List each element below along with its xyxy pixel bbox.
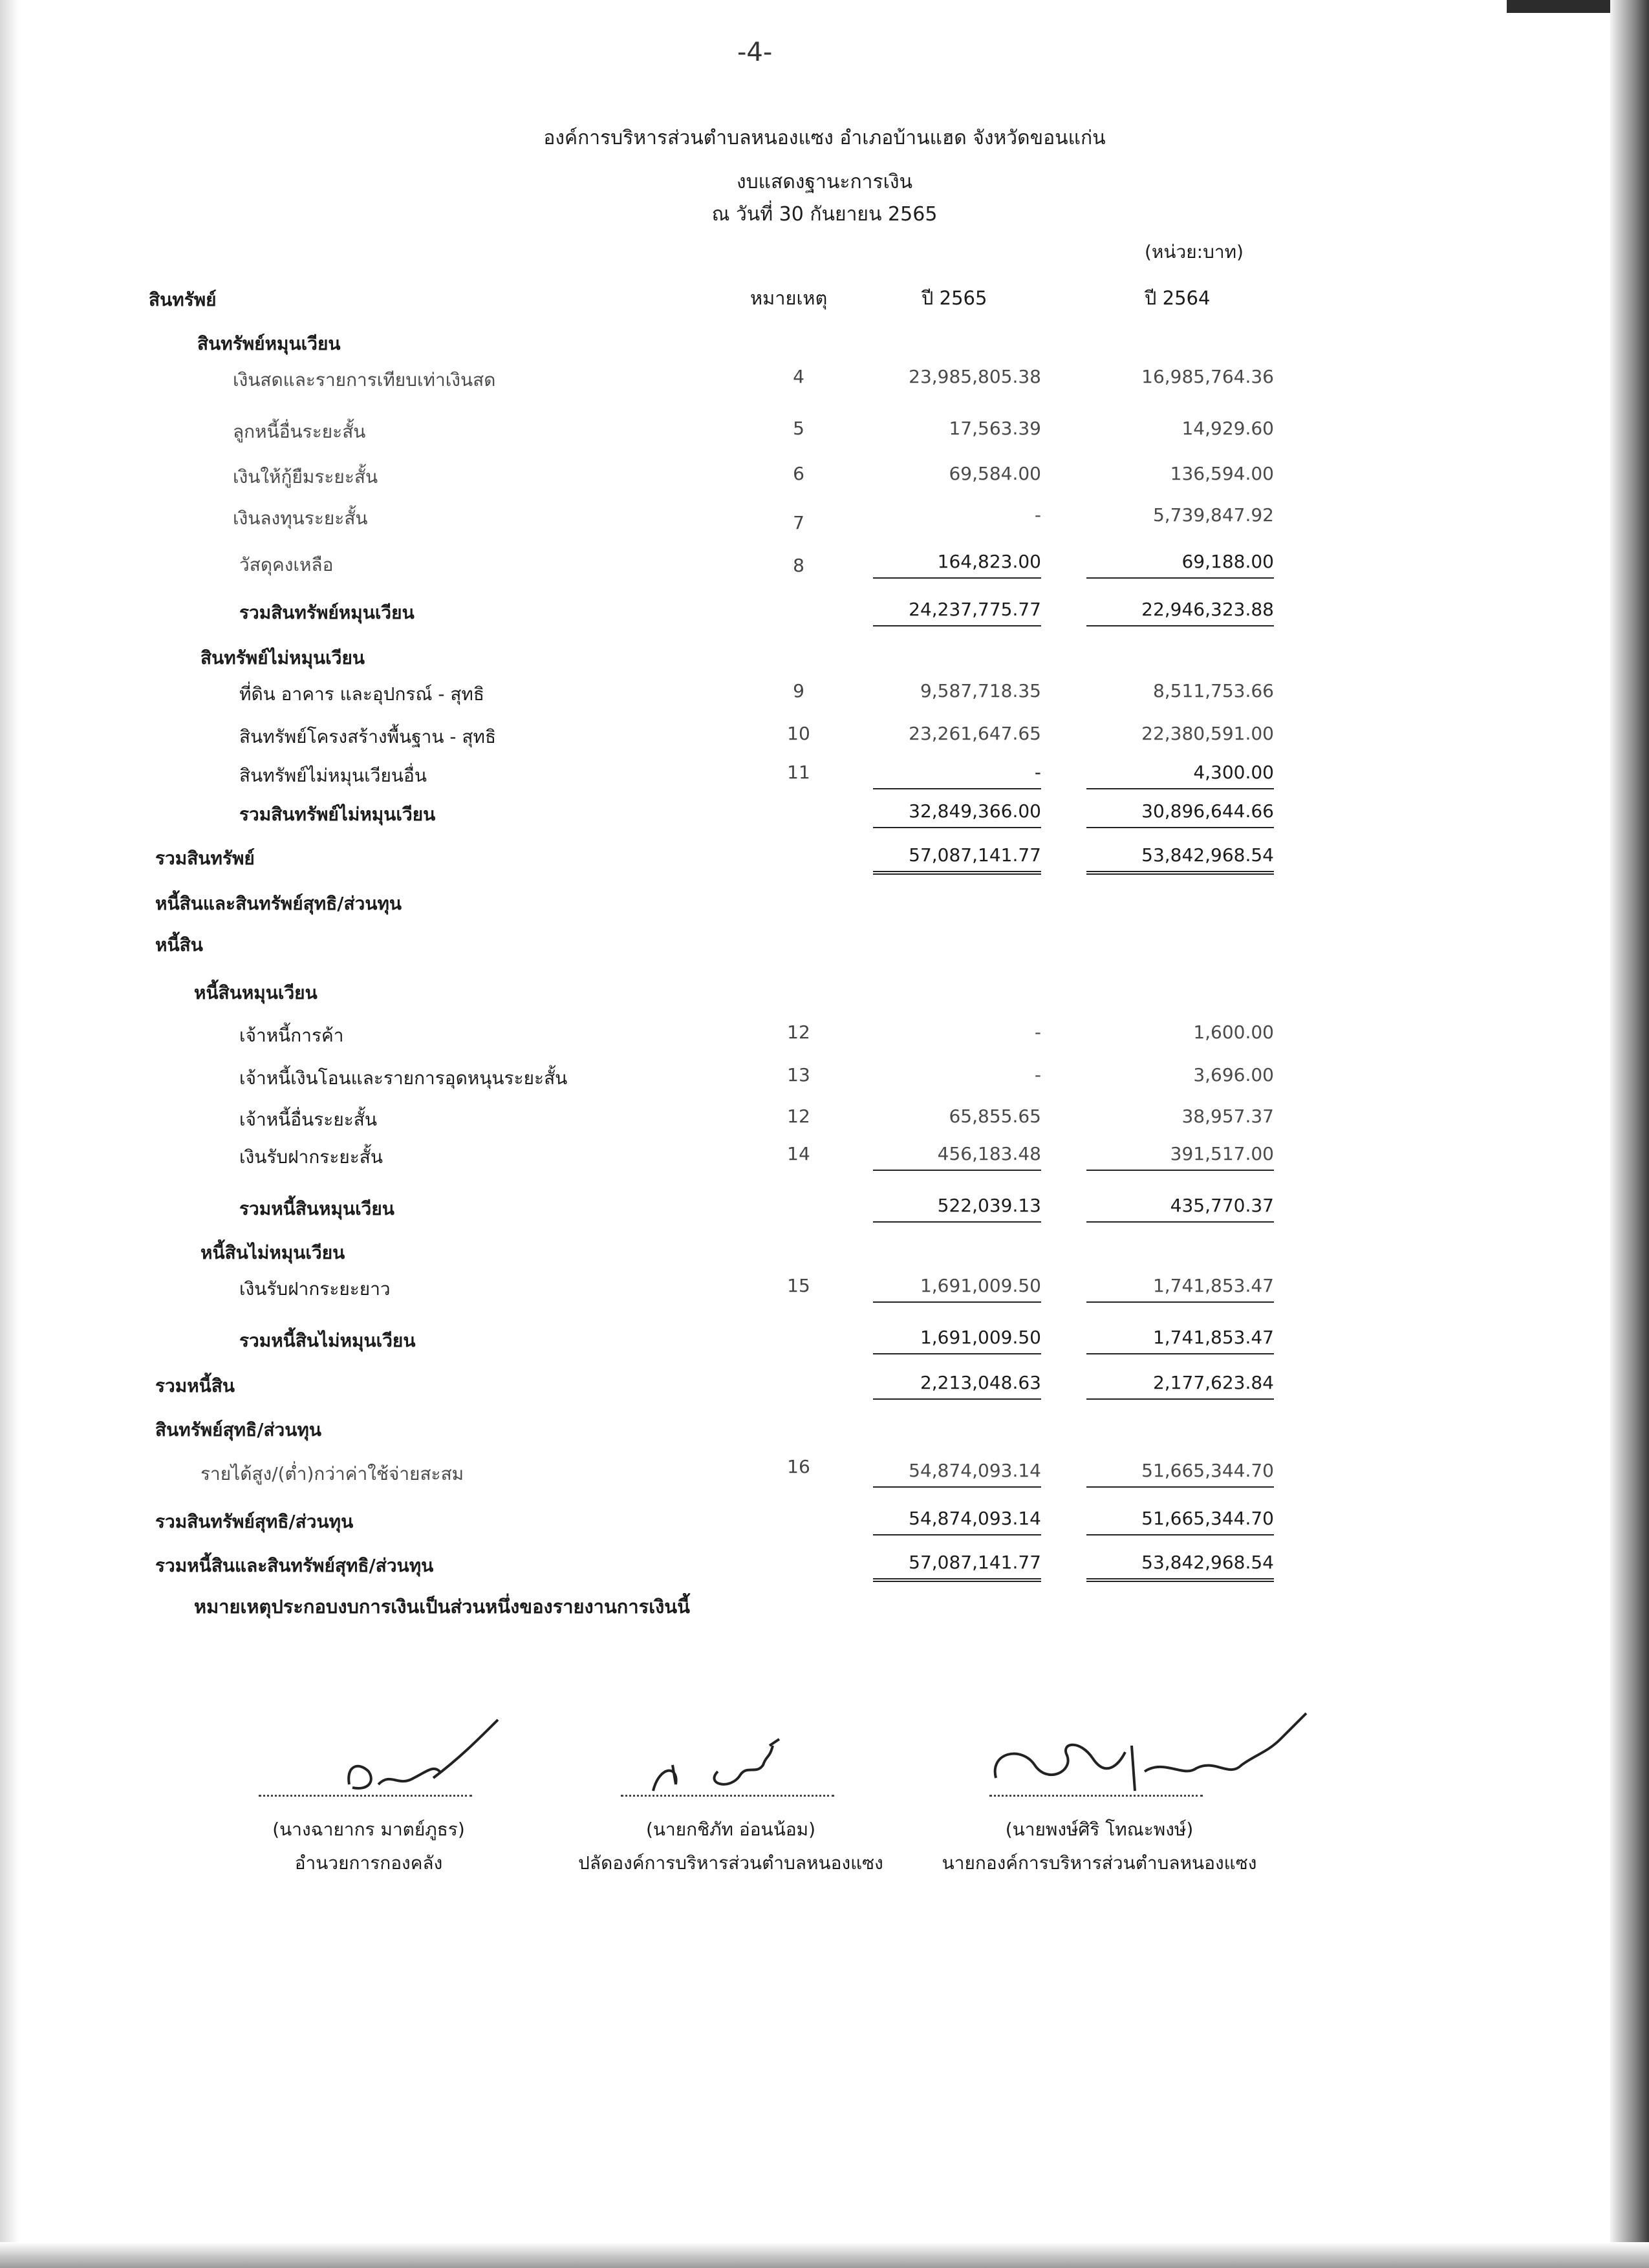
table-row [0,1416,1649,1446]
row-value-2565: 9,587,718.35 [920,680,1041,701]
row-value-2564: 2,177,623.84 [1086,1372,1274,1400]
row-value-2564: 1,600.00 [1193,1022,1274,1043]
row-note: 16 [787,1456,810,1477]
row-value-2564: 4,300.00 [1086,762,1274,789]
signatory-2-title: ปลัดองค์การบริหารส่วนตำบลหนองแซง [578,1852,883,1874]
signatory-2-name: (นายกชิภัท อ่อนน้อม) [645,1819,816,1840]
row-value-2565: - [1034,1022,1041,1043]
signatory-1-name: (นางฉายากร มาตย์ภูธร) [272,1819,465,1840]
row-value-2565: 23,985,805.38 [909,366,1041,387]
row-label: เงินรับฝากระยะยาว [239,1278,391,1300]
row-label: เงินลงทุนระยะสั้น [233,508,368,529]
statement-title: งบแสดงฐานะการเงิน [736,171,913,193]
table-row [0,1508,1649,1537]
column-header-note: หมายเหตุ [750,287,828,309]
row-value-2565: 1,691,009.50 [873,1327,1041,1354]
table-row [0,463,1649,493]
row-note: 11 [787,762,810,783]
row-note: 9 [793,680,804,701]
table-row [0,504,1649,534]
org-title: องค์การบริหารส่วนตำบลหนองแซง อำเภอบ้านแฮด จังหวัดขอนแก่น [543,127,1106,149]
row-label: ที่ดิน อาคาร และอุปกรณ์ - สุทธิ [239,683,484,705]
row-note: 4 [793,366,804,387]
row-value-2565: 164,823.00 [873,551,1041,579]
row-note: 5 [793,418,804,439]
row-note: 6 [793,463,804,484]
row-value-2565: - [873,762,1041,789]
row-note: 7 [793,512,804,533]
row-value-2565: 54,874,093.14 [873,1508,1041,1535]
column-header-year-2565: ปี 2565 [921,287,987,309]
row-label: เงินรับฝากระยะสั้น [239,1146,383,1168]
row-label: รวมหนี้สินหมุนเวียน [239,1198,394,1219]
row-note: 12 [787,1022,810,1043]
row-note: 12 [787,1106,810,1127]
row-label: ลูกหนี้อื่นระยะสั้น [233,421,366,442]
table-row [0,762,1649,791]
row-value-2565: 57,087,141.77 [873,1552,1041,1582]
row-value-2564: 22,946,323.88 [1086,599,1274,626]
signatory-3-name: (นายพงษ์ศิริ โทณะพงษ์) [1005,1819,1194,1840]
row-value-2564: 391,517.00 [1086,1143,1274,1171]
table-row [0,1239,1649,1268]
row-label: สินทรัพย์ [149,289,217,310]
table-row [0,1143,1649,1173]
row-value-2565: 23,261,647.65 [909,723,1041,744]
row-value-2564: 1,741,853.47 [1086,1275,1274,1303]
row-value-2564: 53,842,968.54 [1086,844,1274,875]
row-label: หนี้สินหมุนเวียน [194,982,318,1003]
row-label: เจ้าหนี้การค้า [239,1025,344,1046]
table-row [0,1327,1649,1356]
row-label: เจ้าหนี้เงินโอนและรายการอุดหนุนระยะสั้น [239,1067,568,1089]
row-note: 8 [793,555,804,576]
row-value-2564: 38,957.37 [1181,1106,1274,1127]
row-label: สินทรัพย์โครงสร้างพื้นฐาน - สุทธิ [239,726,497,747]
row-label: หนี้สิน [155,934,203,956]
row-value-2564: 69,188.00 [1086,551,1274,579]
row-note: 10 [787,723,810,744]
row-label: เงินให้กู้ยืมระยะสั้น [233,466,378,487]
table-row [0,599,1649,628]
page-number: -4- [737,37,773,67]
table-row [0,366,1649,396]
row-label: รวมสินทรัพย์หมุนเวียน [239,602,415,623]
row-value-2564: 435,770.37 [1086,1195,1274,1223]
row-value-2564: 53,842,968.54 [1086,1552,1274,1582]
row-label: สินทรัพย์ไม่หมุนเวียน [200,647,365,669]
table-row [0,286,1649,316]
scan-edge-top [1507,0,1610,13]
table-row [0,1106,1649,1135]
row-value-2564: 1,741,853.47 [1086,1327,1274,1354]
table-row [0,1372,1649,1402]
table-row [0,551,1649,581]
row-value-2564: 3,696.00 [1193,1064,1274,1086]
row-label: รวมสินทรัพย์สุทธิ/ส่วนทุน [155,1511,354,1532]
signatory-3-title: นายกองค์การบริหารส่วนตำบลหนองแซง [942,1852,1257,1874]
table-row [0,680,1649,710]
row-note: 15 [787,1275,810,1296]
row-note: 14 [787,1143,810,1164]
row-note: 13 [787,1064,810,1086]
table-row [0,1195,1649,1225]
row-value-2564: 51,665,344.70 [1086,1508,1274,1535]
row-value-2564: 5,739,847.92 [1152,504,1274,526]
row-label: หนี้สินไม่หมุนเวียน [200,1242,345,1263]
scan-edge-bottom [0,2242,1649,2268]
row-label: วัสดุคงเหลือ [239,554,334,575]
table-row [0,800,1649,830]
row-value-2564: 136,594.00 [1170,463,1274,484]
row-value-2565: 456,183.48 [873,1143,1041,1171]
unit-label: (หน่วย:บาท) [1145,241,1244,262]
table-row [0,418,1649,447]
row-value-2564: 30,896,644.66 [1086,800,1274,828]
row-value-2565: 2,213,048.63 [873,1372,1041,1400]
row-value-2564: 14,929.60 [1181,418,1274,439]
table-row [0,1275,1649,1305]
row-value-2564: 8,511,753.66 [1152,680,1274,701]
table-row [0,844,1649,874]
table-row [0,644,1649,674]
row-label: เจ้าหนี้อื่นระยะสั้น [239,1109,378,1130]
table-row [0,330,1649,359]
row-value-2564: 51,665,344.70 [1086,1460,1274,1488]
row-label: สินทรัพย์หมุนเวียน [197,333,341,354]
table-row [0,1456,1649,1490]
row-label: สินทรัพย์ไม่หมุนเวียนอื่น [239,765,427,786]
row-value-2565: - [1034,1064,1041,1086]
row-label: รายได้สูง/(ต่ำ)กว่าค่าใช้จ่ายสะสม [200,1463,464,1484]
row-value-2565: 17,563.39 [949,418,1041,439]
row-value-2565: - [1034,504,1041,526]
row-value-2564: 16,985,764.36 [1141,366,1274,387]
row-label: รวมหนี้สินและสินทรัพย์สุทธิ/ส่วนทุน [155,1555,434,1576]
row-label: รวมหนี้สิน [155,1375,235,1396]
row-value-2565: 57,087,141.77 [873,844,1041,875]
row-value-2565: 32,849,366.00 [873,800,1041,828]
row-label: รวมสินทรัพย์ [155,848,255,869]
statement-date: ณ วันที่ 30 กันยายน 2565 [711,203,938,226]
column-header-year-2564: ปี 2564 [1145,287,1211,309]
row-label: รวมสินทรัพย์ไม่หมุนเวียน [239,804,436,825]
row-value-2565: 24,237,775.77 [873,599,1041,626]
table-row [0,1552,1649,1581]
row-label: เงินสดและรายการเทียบเท่าเงินสด [233,369,496,390]
table-row [0,890,1649,919]
row-value-2565: 54,874,093.14 [873,1460,1041,1488]
table-row [0,1064,1649,1094]
row-value-2565: 1,691,009.50 [873,1275,1041,1303]
row-value-2564: 22,380,591.00 [1141,723,1274,744]
row-label: รวมหนี้สินไม่หมุนเวียน [239,1330,416,1351]
table-row [0,1022,1649,1051]
row-value-2565: 65,855.65 [949,1106,1041,1127]
table-row [0,723,1649,753]
footnote: หมายเหตุประกอบงบการเงินเป็นส่วนหนึ่งของรายงานการเงินนี้ [194,1596,690,1618]
signatory-1-title: อำนวยการกองคลัง [294,1852,443,1874]
row-value-2565: 522,039.13 [873,1195,1041,1223]
row-label: หนี้สินและสินทรัพย์สุทธิ/ส่วนทุน [155,893,402,914]
row-label: สินทรัพย์สุทธิ/ส่วนทุน [155,1419,322,1440]
row-value-2565: 69,584.00 [949,463,1041,484]
table-row [0,979,1649,1009]
table-row [0,931,1649,961]
